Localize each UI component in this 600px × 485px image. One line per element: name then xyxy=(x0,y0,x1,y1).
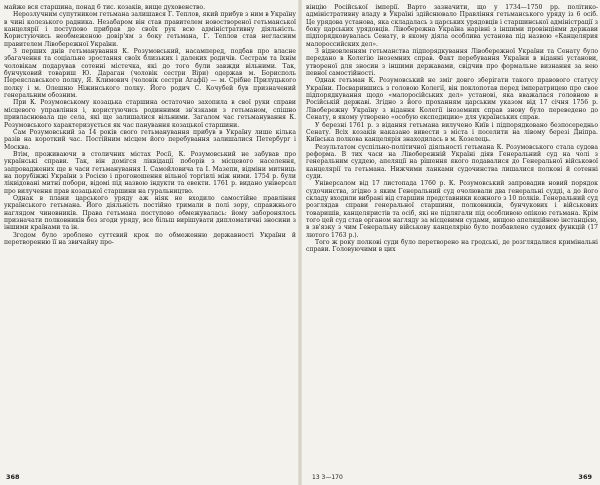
right-paragraph: Результатом суспільно-політичної діяльності гетьмана К. Розумовського стала судова реформа. В тих часи на Лівобережній Україні діяв Генеральний суд на чолі з генеральним суддею, апеляції на рішення якого подавалися до Генеральної військової канцелярії та гетьмана. Нижчими ланками судочинства лишалися полкові й сотенні суди. xyxy=(306,143,598,180)
page-gutter xyxy=(298,0,302,485)
right-paragraph: Того ж року полкові суди було перетворено на гродські, де розглядалися кримінальні справи. Головуючими в цих xyxy=(306,239,598,254)
left-paragraph: Сам Розумовський за 14 років свого гетьманування прибув в Україну лише кілька разів на короткий час. Постійним місцем його перебування залишалися Петербург і Москва. xyxy=(4,128,296,151)
left-page xyxy=(4,4,296,472)
left-paragraph: майже вся старшина, понад 6 тис. козаків, вище духовенство. xyxy=(4,4,206,11)
left-paragraph: Однак в плани царського уряду аж ніяк не входило самостійне правління українського гетьмана. Його діяльність постійно тримали в полі зору, справжнього наглядом чиновників. Права гетьмана поступово обмежувалась: йому заборонялось призначати полковників без згоди уряду, все більш вирішувати дипломатичні зносини з іншими країнами та ін. xyxy=(4,194,296,232)
left-paragraph: При К. Розумовському козацька старшина остаточно захопила в свої руки справи місцевого управління і, користуючись родинними зв'язками з гетьманом, спішно привласнювала ще села, які ще залишалися вільними. Загалом час гетьманування К. Розумовського характеризується як час панування козацької старшини. xyxy=(4,99,296,129)
left-paragraph: З перших днів гетьманування К. Розумовський, насамперед, подбав про власне збагачення та соціальне зростання своїх близьких і далеких родичів. Сестрам та їхнім чоловікам подарував сотенні містечка, які до того були завжди вільними. Так, бунчуковий товариш Ю. Дараган (чоловік сестри Віри) одержав м. Борисполь Переяславського полку, Я. Климович (чоловік сестри Агафії) — м. Срібне Прилуцького полку і м. Олешню Ніжинського полку. Його родич С. Кочубей був призначений генеральним обозним. xyxy=(4,48,296,100)
left-paragraph: Нерозлучним супутником гетьмана залишався Г. Теплов, який прибув з ним в Україну в чині колезького радника. Незабаром він став правителем новоствореної гетьманської канцелярії і поступово прибрав до своїх рук всю адміністративну діяльність. Користуючись необмеженою довір'ям з боку гетьмана, Г. Теплов став негласним правителем Лівобережної України. xyxy=(4,11,296,48)
right-page-number: 369 xyxy=(578,473,592,481)
left-paragraph: Згодом було зроблено суттєвий крок по обмеженню державності України й перетворенню її на звичайну про- xyxy=(4,231,296,246)
right-paragraph: У березні 1761 р. з відання гетьмана вилучено Київ і підпорядковано безпосередньо Сенату. Всіх козаків наказано вивести з міста і поселити на лівому березі Дніпра. Київська полкова канцелярія знаходилась в м. Козелець. xyxy=(306,121,598,144)
right-paragraph: вінцію Російської імперії. Варто зазначити, що у 1734—1750 рр. політико-адміністративну владу в Україні здійснювало Правління гетьманського уряду із 6 осіб. Це урядова установа, яка складалась з царських урядовців і старшинської адміністрації з боку царських урядовців. Лівобережна Україна нарівні з іншими провінціями держави підпорядковувалась Сенату, в якому діяла особлива установа під назвою «Канцелярия малороссийских дел». xyxy=(306,4,598,48)
right-paragraph: Однак гетьман К. Розумовський не зміг довго зберігати такого правового статусу України. Посварившись з головою Колегії, він поклопотав перед імператрицею про свое підпорядкування щодо «малоросійських дел» установі, яка вважалася головною в Російській державі. Згідно з його проханням царським указом від 17 січня 1756 р. Лівобережну Україну з відання Колегії іноземних справ знову було переведено до Сенату, в якому утворено «особую експедицию» для українських справ. xyxy=(306,77,598,122)
left-page-number: 368 xyxy=(6,473,20,481)
printer-signature-mark: 13 3—170 xyxy=(312,474,343,481)
right-page xyxy=(306,4,598,472)
right-paragraph: Універсалом від 17 листопада 1760 р. К. Розумовський запровадив новий порядок судочинства, згідно з яким Генеральний суд очолювали два генеральні судді, а до його складу входили вибрані від старшин представники кожного з 10 полків. Генеральний суд розглядав справи генеральної старшини, полковників, бунчукових і військових товаришів, канцеляристів та осіб, які не підлягали під особливою опікою гетьмана. Крім того цей суд став органом нагляду за місцевими судами, вищою апеляційною інстанцією, в зв'язку з чим Генеральну військову канцелярію було позбавлено судових функцій (17 лютого 1763 р.). xyxy=(306,180,598,239)
right-paragraph: З відновленням гетьманства підпорядкування Лівобережної України та Сенату було передано в Колегію іноземних справ. Факт перебування України в віданні установи, утвореної для зносин з іншими державами, свідчив про формальне визнання за нею певної самостійності. xyxy=(306,48,598,78)
left-paragraph: Втім, проживаючи в столичних містах Росії, К. Розумовський не забував про українські справи. Так, він домігся ліквідації поборів з місцевого населення, запроваджених ще в часи гетьманування І. Самойловича та І. Мазепи, відміни митниць на порубіжжі України з Росією і прогоношення вільної торгівлі між ними. 1754 р. були ліквідовані митні побори, відомі під назвою індукти та евекти. 1761 р. видано універсал про вилучення прав козацької старшини на гуральництво. xyxy=(4,150,296,195)
